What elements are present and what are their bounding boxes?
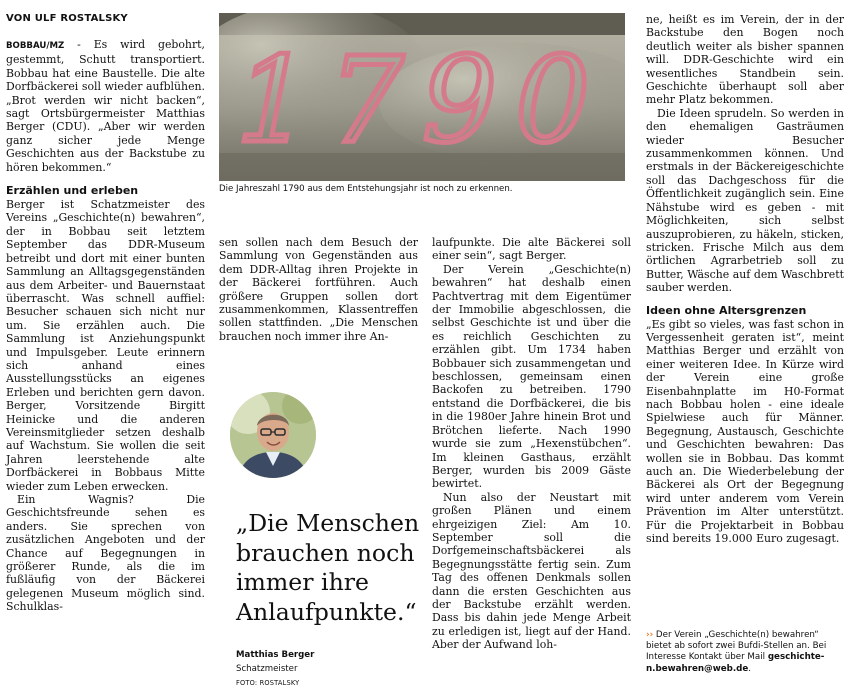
quote-name: Matthias Berger	[236, 650, 315, 660]
body-paragraph: Die Ideen sprudeln. So werden in den ehemaligen Gasträumen wieder Besucher zusammenkommen können. Und erstmals in der Bäckereigeschichte soll das Dachgeschoss für die Öffentlichkeit zugänglich sein. Eine Nähstube wird es geben - mit Möglichkeiten, sich selbst auszuprobieren, zu häkeln, sticken, stricken. Frische Milch aus dem örtlichen Agrarbetrieb soll zu Butter, Wäsche auf dem Waschbrett sauber werden.	[646, 106, 844, 295]
info-end: .	[748, 663, 752, 674]
subhead-ideen: Ideen ohne Altersgrenzen	[646, 303, 807, 317]
intro-paragraph	[6, 38, 205, 174]
stone-carving-image	[219, 13, 625, 181]
portrait-photo	[230, 392, 316, 478]
portrait-image	[230, 392, 316, 478]
arrow-icon: ››	[646, 630, 654, 640]
body-paragraph: Ein Wagnis? Die Geschichtsfreunde sehen es anders. Sie sprechen von zusätzlichen Angeboten und der Chance auf Begegnungen in größerer Runde, als die im fußläufig von der Bäckerei gelegenen Museum möglich sind. Schulklas-	[6, 493, 205, 614]
subhead-erzaehlen: Erzählen und erleben	[6, 184, 139, 198]
column-4	[646, 13, 844, 545]
body-paragraph: Berger ist Schatzmeister des Vereins „Geschichte(n) bewahren“, der in Bobbau seit letztem September das DDR-Museum betreibt und dort mit einer bunten Sammlung an Alltagsgegenständen aus dem Arbeiter- und Bauernstaat überrascht. Was schnell auffiel: Besucher schauen sich nicht nur um. Sie erzählen auch. Die Sammlung ist Anziehungspunkt und Impulsgeber. Leute erinnern sich anhand eines Ausstellungsstücks an eigenes Erleben und berichten gern davon. Berger, Vorsitzende Birgitt Heinicke und die anderen Vereinsmitglieder setzen deshalb auf Wachstum. Sie wollen die seit Jahren leerstehende alte Dorfbäckerei in Bobbaus Mitte wieder zum Leben erwecken.	[6, 198, 205, 493]
body-paragraph: laufpunkte. Die alte Bäckerei soll einer sein“, sagt Berger.	[432, 236, 631, 263]
body-paragraph: Der Verein „Geschichte(n) bewahren“ hat deshalb einen Pachtvertrag mit dem Eigentümer der Immobilie abgeschlossen, die selbst Geschichte ist und über die es reichlich Geschichten zu erzählen gibt. Um 1734 haben Bobbauer sich zusammengetan und beschlossen, gemeinsam einen Backofen zu betreiben. 1790 entstand die Dorfbäckerei, die bis in die 1980er Jahre hinein Brot und Brötchen lieferte. Nach 1990 wurde sie zum „Hexenstübchen“. Im kleinen Gasthaus, erzählt Berger, wurden bis 2009 Gäste bewirtet.	[432, 262, 631, 491]
bakery-stone-photo	[219, 13, 625, 181]
column-3	[432, 236, 631, 652]
photo-credit: FOTO: ROSTALSKY	[236, 679, 300, 687]
body-paragraph: ne, heißt es im Verein, der in der Backstube den Bogen noch deutlich weiter als bisher spannen will. DDR-Geschichte wird ein wesentliches Standbein sein. Geschichte überhaupt soll aber mehr Platz bekommen.	[646, 13, 844, 107]
intro-text: - Es wird gebohrt, gestemmt, Schutt transportiert. Bobbau hat eine Baustelle. Die alte Dorfbäckerei soll wieder aufblühen. „Brot werden wir nicht backen“, sagt Ortsbürgermeister Matthias Berger (CDU). „Aber wir werden ganz sicher jede Menge Geschichten aus der Backstube zu hören bekommen.“	[6, 38, 205, 174]
info-text: Der Verein „Geschichte(n) bewahren“ bietet ab sofort zwei Bufdi-Stellen an. Bei Interesse Kontakt über Mail	[646, 630, 827, 663]
carved-year: 1790	[235, 31, 609, 169]
column-2	[219, 236, 418, 343]
body-paragraph: Nun also der Neustart mit großen Plänen und einem ehrgeizigen Ziel: Am 10. September soll die Dorfgemeinschaftsbäckerei als Begegnungsstätte fertig sein. Zum Tag des offenen Denkmals sollen dann die ersten Geschichten aus der Backstube erzählt werden. Dass bis dahin jede Menge Arbeit zu erledigen ist, liegt auf der Hand. Aber der Aufwand loh-	[432, 490, 631, 652]
photo-caption: Die Jahreszahl 1790 aus dem Entstehungsjahr ist noch zu erkennen.	[219, 184, 513, 194]
quote-role: Schatzmeister	[236, 664, 298, 674]
body-paragraph: „Es gibt so vieles, was fast schon in Vergessenheit geraten ist“, meint Matthias Berger und erzählt von einer weiteren Idee. In Kürze wird der Verein eine große Eisenbahnplatte im H0-Format nach Bobbau holen - eine ideale Spielwiese auch für Männer. Begegnung, Austausch, Geschichte und Geschichten bewahren: Das wollen sie in Bobbau. Das kommt auch an. Die Wiederbelebung der Bäckerei als Ort der Begegnung wird unter anderem vom Verein Prävention im Alter unterstützt. Für die Projektarbeit in Bobbau sind bereits 19.000 Euro zugesagt.	[646, 317, 844, 546]
byline: VON ULF ROSTALSKY	[6, 13, 128, 24]
contact-email-link[interactable]: geschichte-n.bewahren@web.de	[646, 652, 825, 674]
column-1	[6, 13, 205, 614]
dateline: BOBBAU/MZ	[6, 41, 65, 51]
info-box	[646, 630, 844, 675]
pull-quote: „Die Menschen brauchen noch immer ihre Anlaufpunkte.“	[236, 509, 420, 626]
body-paragraph: sen sollen nach dem Besuch der Sammlung von Gegenständen aus dem DDR-Alltag ihren Projekte in der Bäckerei fortführen. Auch größere Gruppen sollen dort zusammenkommen, Klassentreffen sollen stattfinden. „Die Menschen brauchen noch immer ihre An-	[219, 236, 418, 343]
